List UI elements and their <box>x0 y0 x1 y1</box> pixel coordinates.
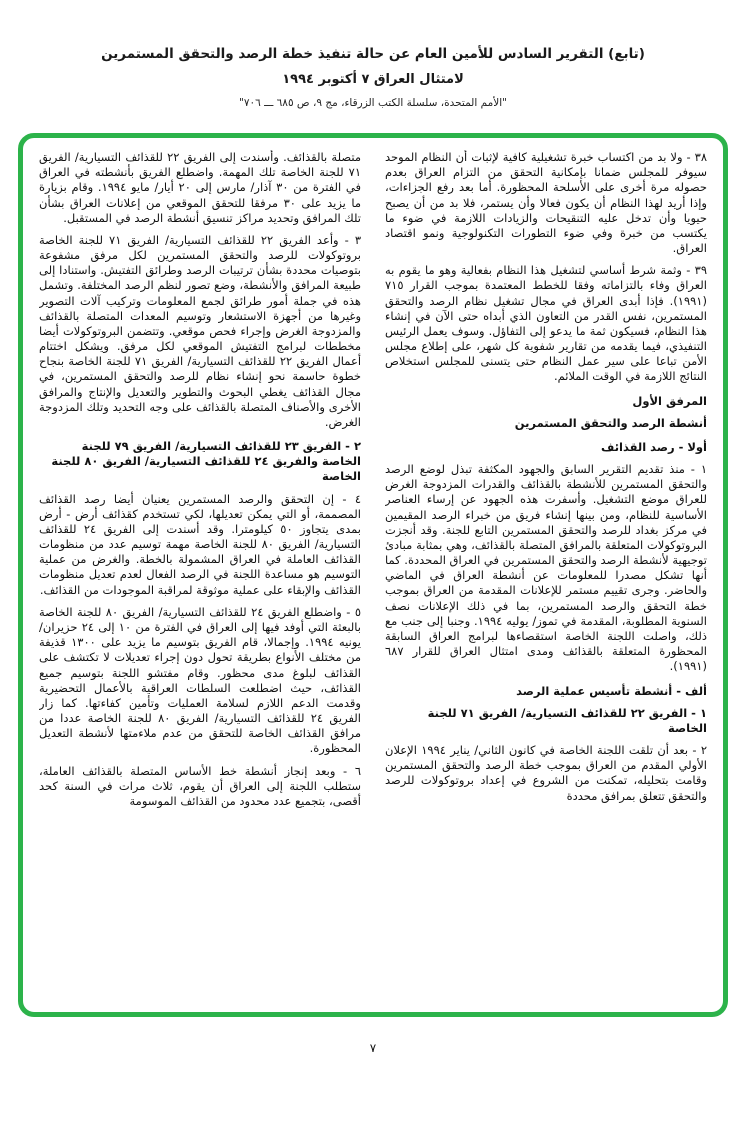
paragraph-4: ٤ - إن التحقق والرصد المستمرين يعنيان أيضا رصد القذائف المصممة، أو التي يمكن تعديلها، لكي تستخدم كقذائف أرض - أرض بمدى يتجاوز ٥٠ كيلومترا. وقد أسندت إلى الفريق ٢٤ للقذائف التسيارية/ الفريق ٨٠ للجنة الخاصة مهمة توسيم عدد من منظومات القذائف العاملة في العراق المشمولة بالخطة. والغرض من عملية التوسيم هو مساعدة اللجنة في الرصد الفعال لعدم تعديل منظومات القذائف والإبقاء على عملية موثوقة لمراقبة الموجودات من القذائف. <box>39 491 361 597</box>
paragraph-6: ٦ - وبعد إنجاز أنشطة خط الأساس المتصلة بالقذائف العاملة، ستطلب اللجنة إلى العراق أن يقوم، ثلاث مرات في السنة كحد أقصى، بتجميع عدد محدود من القذائف الموسومة <box>39 763 361 808</box>
source-note: "الأمم المتحدة، سلسلة الكتب الزرقاء، مج ٩، ص ٦٨٥ ـــ ٧٠٦" <box>239 97 507 109</box>
team-heading-1: ١ - الفريق ٢٢ للقذائف التسيارية/ الفريق ٧١ للجنة الخاصة <box>427 705 707 735</box>
paragraph-1: ١ - منذ تقديم التقرير السابق والجهود المكثفة تبذل لوضع الرصد والتحقق المستمرين للأنشطة بالقذائف والقدرات المزدوجة الغرض للعراق موضع التشغيل. وأسفرت هذه الجهود عن إرساء العناصر الأساسية للنظام، ومن بينها إنشاء فريق من خبراء الرصد المقيمين في مركز بغداد للرصد والتحقق المستمرين التابع للجنة. وقد أنجزت البروتوكولات المتعلقة بالمرافق المتصلة بالقذائف، وهي بمثابة مبادئ توجيهية لأنشطة الرصد والتحقق المستمرين في العراق المحددة. كما أنها تشكل مصدرا للمعلومات عن أنشطة العراق في الماضي والحاضر. وجرى تقييم مستمر للإعلانات المقدمة من العراق بموجب خطة التحقق والرصد المستمرين، بما في ذلك الإعلانات نصف السنوية المطلوبة، المقدمة في تموز/ يوليه ١٩٩٤. وجنبا إلى جنب مع ذلك، واصلت اللجنة الخاصة استقصاءها لبرامج العراق السابقة المحظورة المتعلقة بالقذائف ومدى امتثال العراق للقرار ٦٨٧ (١٩٩١). <box>385 462 707 674</box>
annex-title: المرفق الأول <box>632 393 707 408</box>
document-header <box>0 0 746 109</box>
paragraph-39: ٣٩ - وثمة شرط أساسي لتشغيل هذا النظام بفعالية وهو ما يقوم به العراق وفاء بالتزاماته وفقا للخطط المعتمدة بموجب القرار ٧١٥ (١٩٩١). فإذا أبدى العراق في مجال تشغيل نظام الرصد والتحقق المستمرين، نفس القدر من التعاون الذي أبداه حتى الآن في إنشاء هذا النظام، فسيكون ثمة ما يدعو إلى التفاؤل. وسوف يعمل الرئيس التنفيذي، فيما يقدمه من تقارير شفوية كل شهر، على إطلاع مجلس الأمن تباعا على سير عمل النظام حتى يتسنى للمجلس استخلاص النتائج اللازمة في الوقت الملائم. <box>385 263 707 384</box>
paragraph-3: ٣ - وأعد الفريق ٢٢ للقذائف التسيارية/ الفريق ٧١ للجنة الخاصة بروتوكولات للرصد والتحقق المستمرين لكل مرفق مشفوعة بتوصيات محددة بشأن ترتيبات الرصد وطرائق التفتيش. واستنادا إلى طبيعة المرافق والأنشطة، وضع تصور لنظم الرصد المختلفة. وتشمل هذه في جملة أمور طرائق لجمع المعلومات وتركيب آلات التصوير وغيرها من أجهزة الاستشعار وتوسيم المعدات المتصلة بالقذائف والمزدوجة الغرض وإجراء فحص موقعي. وتتضمن البروتوكولات أيضا مخططات لبرامج التفتيش الموقعي لكل مرفق. ويشكل اختتام أعمال الفريق ٢٢ للقذائف التسيارية/ الفريق ٧١ للجنة الخاصة بنجاح خطوة حاسمة نحو إنشاء نظام للرصد والتحقق المستمرين، في مجال القذائف يغطي البحوث والتطوير والتعديل والإنتاج والمرافق الأخرى والأصناف المتصلة بالقذائف على وجه التحديد وتلك المزدوجة الغرض. <box>39 232 361 429</box>
paragraph-2: ٢ - بعد أن تلقت اللجنة الخاصة في كانون الثاني/ يناير ١٩٩٤ الإعلان الأولي المقدم من العراق بموجب خطة الرصد والتحقق المستمرين وقامت بتحليله، تمكنت من الشروع في إعداد بروتوكولات للرصد والتحقق تتعلق بمرافق محددة <box>385 743 707 803</box>
section-heading-first: أولا - رصد القذائف <box>601 439 707 454</box>
report-title: (تابع) التقرير السادس للأمين العام عن حالة تنفيذ خطة الرصد والتحقق المستمرين <box>101 46 645 62</box>
annex-subtitle: أنشطة الرصد والتحقق المستمرين <box>514 415 707 430</box>
left-column <box>39 150 361 1000</box>
team-heading-2: ٢ - الفريق ٢٣ للقذائف التسيارية/ الفريق ٧٩ للجنة الخاصة والفريق ٢٤ للقذائف التسيارية/ الفريق ٨٠ للجنة الخاصة <box>51 439 361 484</box>
report-subtitle: لامتثال العراق ٧ أكتوبر ١٩٩٤ <box>282 72 464 87</box>
page-number: ٧ <box>369 1041 377 1055</box>
content-frame <box>18 133 728 1017</box>
paragraph-2-continuation: متصلة بالقذائف. وأسندت إلى الفريق ٢٢ للقذائف التسيارية/ الفريق ٧١ للجنة الخاصة تلك المهمة. واضطلع الفريق بأنشطته في العراق في الفترة من ٣٠ آذار/ مارس إلى ٢٠ أيار/ مايو ١٩٩٤. وقام بزيارة ما يزيد على ٣٠ مرفقا للتحقق الموقعي من إعلانات العراق بشأن تلك المرافق وتحديد مراكز تنسيق أنشطة الرصد في المستقبل. <box>39 150 361 225</box>
two-column-layout <box>39 150 707 1000</box>
paragraph-38: ٣٨ - ولا بد من اكتساب خبرة تشغيلية كافية لإثبات أن النظام الموحد سيوفر للمجلس ضمانا بإمكانية التحقق من التزام العراق بعدم حصوله مرة أخرى على الأسلحة المحظورة. أما بعد رفع الجزاءات، وإذا أريد لهذا النظام أن يكون فعالا وأن يستمر، فلا بد من أن يصبح حيويا وأن تدخل عليه التنقيحات والزيادات اللازمة في ضوء ما يكتسب من خبرة وفي ضوء التطورات التكنولوجية ونمو اقتصاد العراق. <box>385 150 707 256</box>
section-heading-alif: ألف - أنشطة تأسيس عملية الرصد <box>516 683 707 698</box>
paragraph-5: ٥ - واضطلع الفريق ٢٤ للقذائف التسيارية/ الفريق ٨٠ للجنة الخاصة بالبعثة التي أوفد فيها إلى العراق في الفترة من ١٠ إلى ٢٤ حزيران/ يونيه ١٩٩٤. وإجمالا، قام الفريق بتوسيم ما يزيد على ١٣٠٠ قذيفة من مختلف الأنواع بطريقة تحول دون إجراء تعديلات لا تكتشف على القذائف لبلوغ مدى محظور. وقام مفتشو اللجنة بتوسيم جميع القذائف، حيث اضطلعت السلطات العراقية بالأعمال التحضيرية وقدمت الدعم اللازم لسلامة العمليات وتأمين كفاءتها. كما زار الفريق ٢٤ للقذائف التسيارية/ الفريق ٨٠ للجنة الخاصة عددا من مرافق القذائف الخاصة للتحقق من عدم ملاءمتها لأنشطة التعديل المحظورة. <box>39 604 361 756</box>
right-column <box>385 150 707 1000</box>
